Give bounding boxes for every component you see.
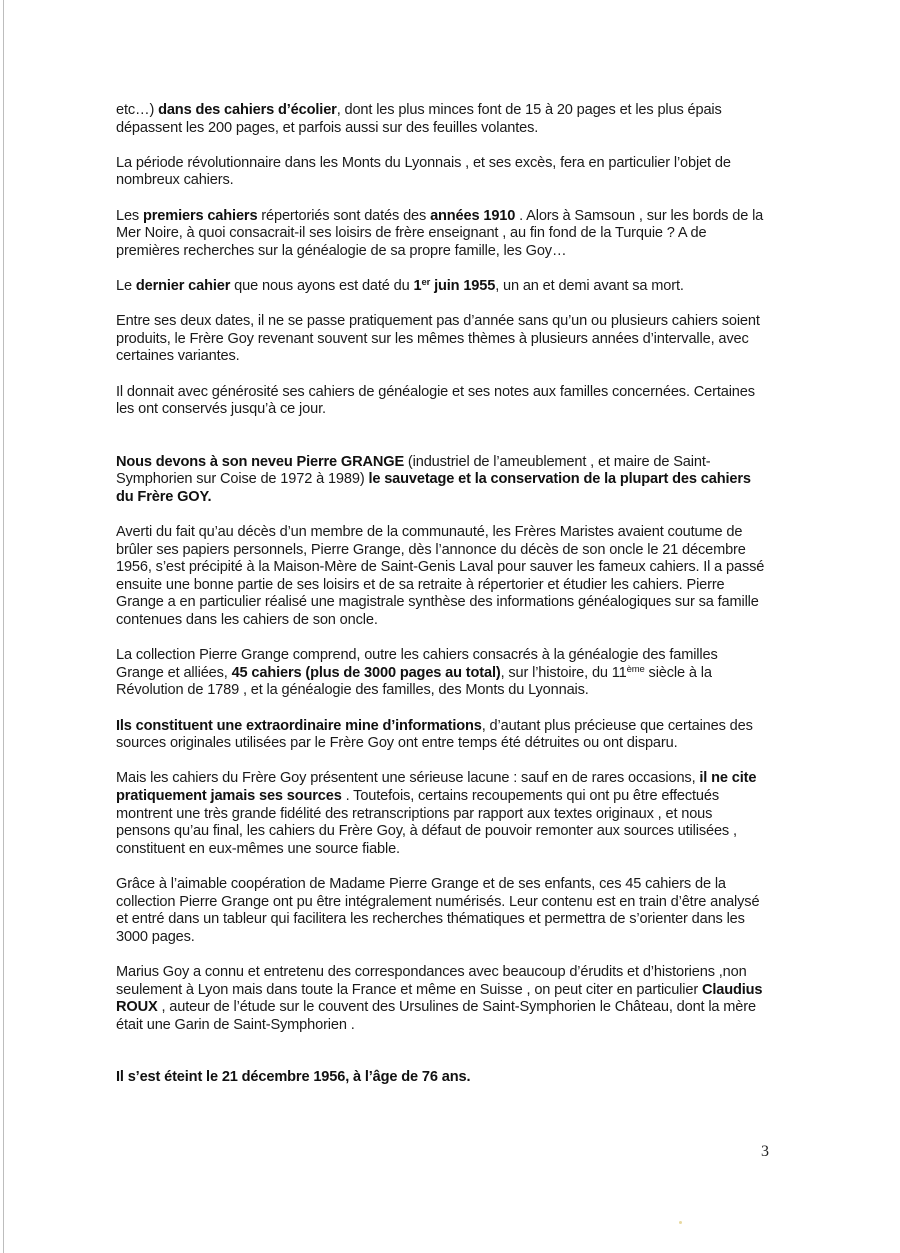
- paragraph: [116, 718, 766, 753]
- text-run: , un an et demi avant sa mort.: [495, 277, 684, 294]
- paragraph: [116, 524, 766, 630]
- bold-text: 45 cahiers (plus de 3000 pages au total): [231, 664, 501, 681]
- text-run: que nous ayons est daté du: [230, 277, 414, 294]
- paragraph: [116, 876, 766, 946]
- scan-edge-line: [3, 0, 4, 1253]
- page-number: 3: [761, 1143, 769, 1160]
- paragraph: [116, 278, 766, 296]
- paragraph: [116, 155, 766, 190]
- superscript-text: ème: [626, 663, 645, 675]
- text-run: répertoriés sont datés des: [257, 207, 431, 224]
- text-run: (industriel de l’ameublement , et maire de Saint-Symphorien sur Coise de 1972 à 1989): [116, 453, 711, 488]
- scan-speck: [679, 1221, 682, 1224]
- bold-text: dernier cahier: [135, 277, 231, 294]
- bold-text: Nous devons à son neveu Pierre GRANGE: [116, 453, 405, 470]
- text-run: Entre ses deux dates, il ne se passe pratiquement pas d’année sans qu’un ou plusieurs cahiers soient produits, le Frère Goy revenant souvent sur les mêmes thèmes à plusieurs années d’intervalle, avec certaines variantes.: [116, 313, 760, 365]
- superscript-text: er: [421, 276, 431, 288]
- bold-text: années 1910: [430, 207, 516, 224]
- bold-text: le sauvetage et la conservation de la plupart des cahiers du Frère GOY.: [116, 471, 751, 505]
- text-run: Mais les cahiers du Frère Goy présentent une sérieuse lacune : sauf en de rares occasions,: [116, 770, 700, 787]
- text-run: Les: [116, 207, 143, 224]
- paragraph: [116, 102, 766, 137]
- text-run: Averti du fait qu’au décès d’un membre de la communauté, les Frères Maristes avaient coutume de brûler ses papiers personnels, Pierre Grange, dès l’annonce du décès de son oncle le 21 décembre 1956, s’est précipité à la Maison-Mère de Saint-Genis Laval pour sauver les fameux cahiers. Il a passé ensuite une bonne partie de ses loisirs et de sa retraite à répertorier et étudier les cahiers. Pierre Grange a en particulier réalisé une magistrale synthèse des informations généalogiques sur sa famille contenues dans les cahiers de son oncle.: [116, 524, 765, 629]
- text-run: . Alors à Samsoun , sur les bords de la Mer Noire, à quoi consacrait-il ses loisirs de frère enseignant , au fin fond de la Turquie ? A de premières recherches sur la généalogie de sa propre famille, les Goy…: [116, 207, 764, 259]
- text-run: La période révolutionnaire dans les Monts du Lyonnais , et ses excès, fera en particulier l’objet de nombreux cahiers.: [116, 154, 731, 189]
- bold-text: premiers cahiers: [142, 207, 258, 224]
- bold-text: il ne cite pratiquement jamais ses sources: [116, 770, 757, 804]
- text-run: , d’autant plus précieuse que certaines des sources originales utilisées par le Frère Goy ont entre temps été détruites ou ont disparu.: [116, 717, 753, 752]
- text-run: Grâce à l’aimable coopération de Madame Pierre Grange et de ses enfants, ces 45 cahiers de la collection Pierre Grange ont pu être intégralement numérisés. Leur contenu est en train d’être analysé et entré dans un tableur qui facilitera les recherches thématiques et permettra de s’orienter dans les 3000 pages.: [116, 875, 760, 945]
- paragraph: [116, 647, 766, 700]
- bold-text: dans des cahiers d’écolier: [158, 102, 337, 118]
- text-run: . Toutefois, certains recoupements qui ont pu être effectués montrent une très grande fidélité des retranscriptions par rapport aux textes originaux , et nous pensons qu’au final, les cahiers du Frère Goy, à défaut de pouvoir remonter aux sources utilisées , constituent en eux-mêmes une source fiable.: [116, 787, 737, 857]
- text-run: , dont les plus minces font de 15 à 20 pages et les plus épais dépassent les 200 pages, et parfois aussi sur des feuilles volantes.: [116, 102, 722, 136]
- paragraph: [116, 770, 766, 858]
- paragraph: [116, 1069, 766, 1087]
- text-run: , auteur de l’étude sur le couvent des Ursulines de Saint-Symphorien le Château, dont la mère était une Garin de Saint-Symphorien .: [116, 999, 756, 1033]
- text-run: , sur l’histoire, du 11: [500, 664, 627, 681]
- text-run: Marius Goy a connu et entretenu des correspondances avec beaucoup d’érudits et d’historiens ,non seulement à Lyon mais dans toute la France et même en Suisse , on peut citer en particulier: [116, 963, 747, 998]
- paragraph: [116, 208, 766, 261]
- bold-text: juin 1955: [430, 277, 496, 294]
- paragraph: [116, 313, 766, 366]
- bold-text: Ils constituent une extraordinaire mine d’informations: [116, 717, 482, 734]
- text-run: siècle à la Révolution de 1789 , et la généalogie des familles, des Monts du Lyonnais.: [116, 664, 712, 699]
- paragraph: [116, 454, 766, 507]
- text-run: La collection Pierre Grange comprend, outre les cahiers consacrés à la généalogie des familles Grange et alliées,: [116, 647, 718, 681]
- paragraph: [116, 964, 766, 1034]
- text-run: etc…): [116, 102, 159, 118]
- bold-text: Claudius ROUX: [116, 981, 763, 1016]
- paragraph: [116, 384, 766, 419]
- bold-text: 1: [413, 277, 422, 294]
- document-body: [116, 102, 766, 1104]
- text-run: Le: [116, 277, 136, 294]
- bold-text: Il s’est éteint le 21 décembre 1956, à l’âge de 76 ans.: [116, 1069, 471, 1086]
- text-run: Il donnait avec générosité ses cahiers de généalogie et ses notes aux familles concernées. Certaines les ont conservés jusqu’à ce jour.: [116, 383, 755, 418]
